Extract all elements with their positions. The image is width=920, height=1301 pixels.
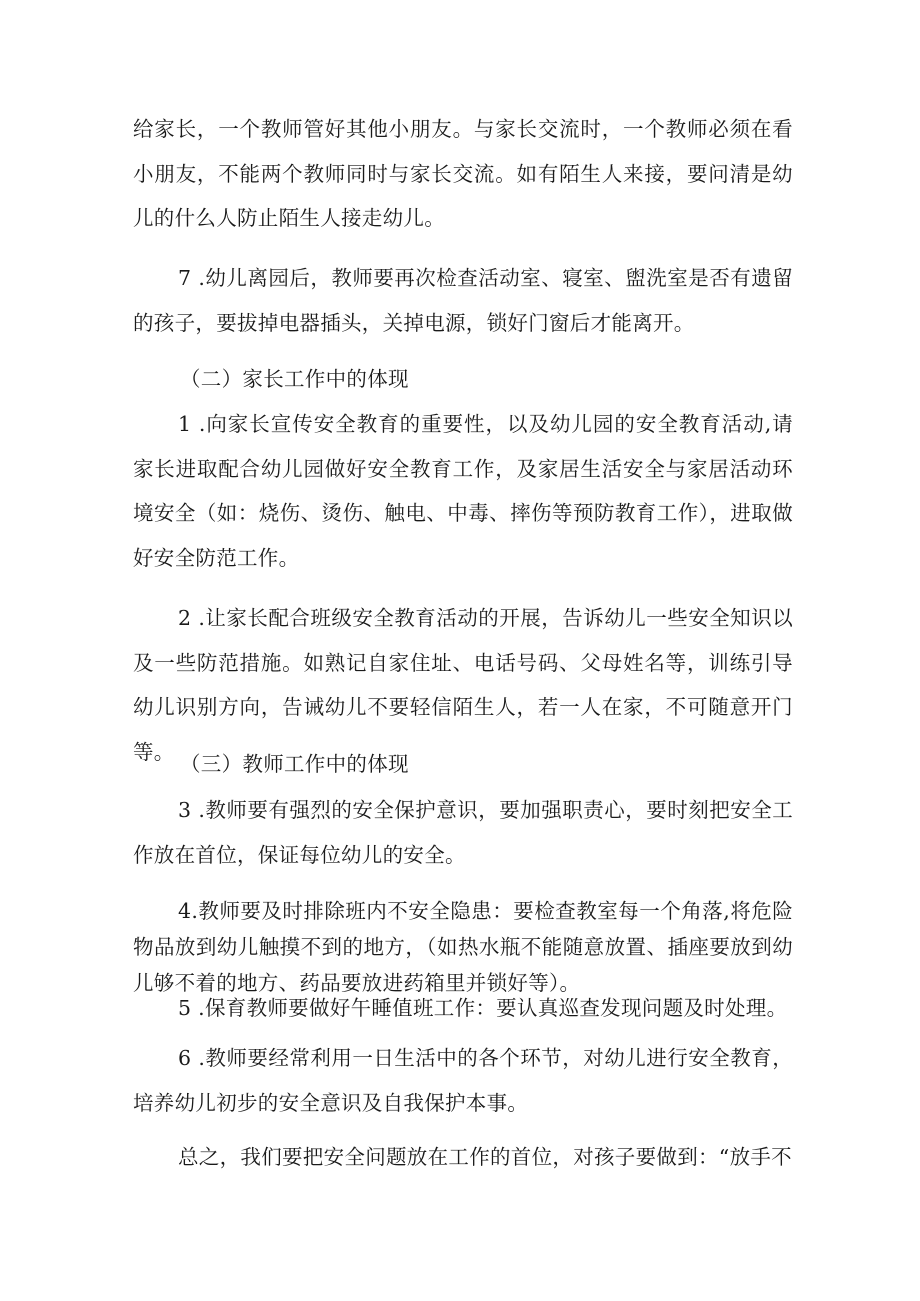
section-heading-parent-work: （二）家长工作中的体现: [180, 367, 409, 391]
paragraph-parent-item-1: 1 .向家长宣传安全教育的重要性，以及幼儿园的安全教育活动,请家长进取配合幼儿园做好安全教育工作，及家居生活安全与家居活动环境安全（如：烧伤、烫伤、触电、中毒、摔伤等预防教育工作），进取做好安全防范工作。: [133, 412, 793, 570]
paragraph-summary: 总之，我们要把安全问题放在工作的首位，对孩子要做到：“放手不: [178, 1145, 792, 1169]
paragraph-item-7-after-dismissal: 7 .幼儿离园后，教师要再次检查活动室、寝室、盥洗室是否有遗留的孩子，要拔掉电器插头，关掉电源，锁好门窗后才能离开。: [133, 266, 793, 335]
paragraph-teacher-item-6: 6 .教师要经常利用一日生活中的各个环节，对幼儿进行安全教育，培养幼儿初步的安全意识及自我保护本事。: [133, 1046, 793, 1115]
paragraph-teacher-item-3: 3 .教师要有强烈的安全保护意识，要加强职责心，要时刻把安全工作放在首位，保证每位幼儿的安全。: [133, 798, 793, 867]
paragraph-pickup-continuation: 给家长，一个教师管好其他小朋友。与家长交流时，一个教师必须在看小朋友，不能两个教师同时与家长交流。如有陌生人来接，要问清是幼儿的什么人防止陌生人接走幼儿。: [133, 117, 793, 230]
paragraph-parent-item-2: 2 .让家长配合班级安全教育活动的开展，告诉幼儿一些安全知识以及一些防范措施。如熟记自家住址、电话号码、父母姓名等，训练引导幼儿识别方向，告诫幼儿不要轻信陌生人，若一人在家，不可随意开门等。: [133, 606, 793, 764]
section-heading-teacher-work: （三）教师工作中的体现: [180, 752, 409, 776]
paragraph-teacher-item-5: 5 .保育教师要做好午睡值班工作：要认真巡查发现问题及时处理。: [178, 996, 788, 1020]
paragraph-teacher-item-4: 4.教师要及时排除班内不安全隐患：要检查教室每一个角落,将危险物品放到幼儿触摸不到的地方，（如热水瓶不能随意放置、插座要放到幼儿够不着的地方、药品要放进药箱里并锁好等）。: [133, 899, 793, 995]
